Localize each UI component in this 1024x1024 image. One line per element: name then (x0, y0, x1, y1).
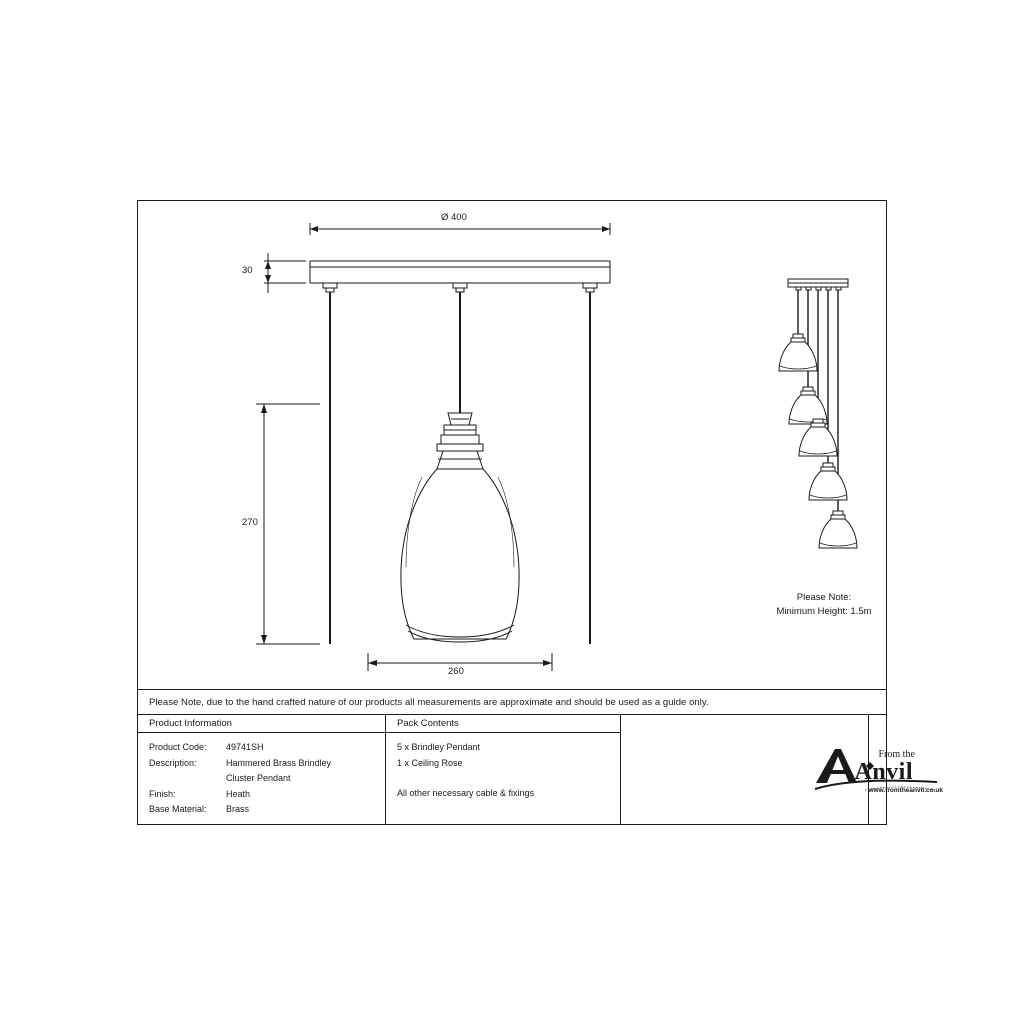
brand-logo (813, 743, 943, 801)
logo-from-the-text: From the (878, 748, 915, 760)
logo-column (854, 715, 944, 824)
table-row (149, 756, 385, 772)
logo-url-text: www.fromtheanvil.co.uk (868, 786, 944, 794)
dimension-label-drop: 270 (242, 517, 258, 528)
product-information-heading: Product Information (138, 715, 385, 733)
dimension-label-plate-thickness: 30 (242, 265, 253, 276)
product-information-body (138, 733, 385, 818)
list-item: All other necessary cable & fixings (397, 788, 535, 798)
pack-contents-body (386, 733, 620, 802)
info-table (138, 715, 944, 824)
description-value-continued: Cluster Pendant (226, 773, 291, 783)
logo-anvil-text: Anvil (854, 758, 914, 785)
pack-contents-column (386, 715, 621, 824)
base-material-label: Base Material: (149, 804, 207, 814)
description-value: Hammered Brass Brindley (226, 757, 332, 768)
technical-drawing-frame (137, 200, 944, 825)
minimum-height-note (762, 591, 886, 619)
finish-label: Finish: (149, 788, 176, 799)
description-label-continued (149, 771, 226, 787)
spacer (397, 771, 620, 786)
drawing-area (138, 201, 886, 689)
approximate-measurements-note (138, 689, 886, 715)
approximate-measurements-note-text: Please Note, due to the hand crafted nature of our products all measurements are approximate and should be used as a guide only. (149, 696, 709, 708)
list-item: 1 x Ceiling Rose (397, 757, 463, 768)
product-code-value: 49741SH (226, 742, 264, 752)
description-label: Description: (149, 757, 197, 768)
product-code-label: Product Code: (149, 742, 207, 752)
finish-value: Heath (226, 788, 251, 799)
list-item: 5 x Brindley Pendant (397, 742, 481, 752)
dimension-label-shade-width: 260 (448, 666, 464, 677)
product-information-column (138, 715, 386, 824)
dimension-label-width: Ø 400 (441, 212, 467, 223)
table-row (149, 787, 385, 803)
pack-contents-heading: Pack Contents (386, 715, 620, 733)
base-material-value: Brass (226, 804, 250, 814)
table-row (149, 771, 385, 787)
minimum-height-note-line1: Please Note: (796, 592, 852, 603)
minimum-height-note-line2: Minimum Height: 1.5m (776, 606, 872, 617)
table-row (149, 740, 385, 756)
table-row (149, 802, 385, 818)
